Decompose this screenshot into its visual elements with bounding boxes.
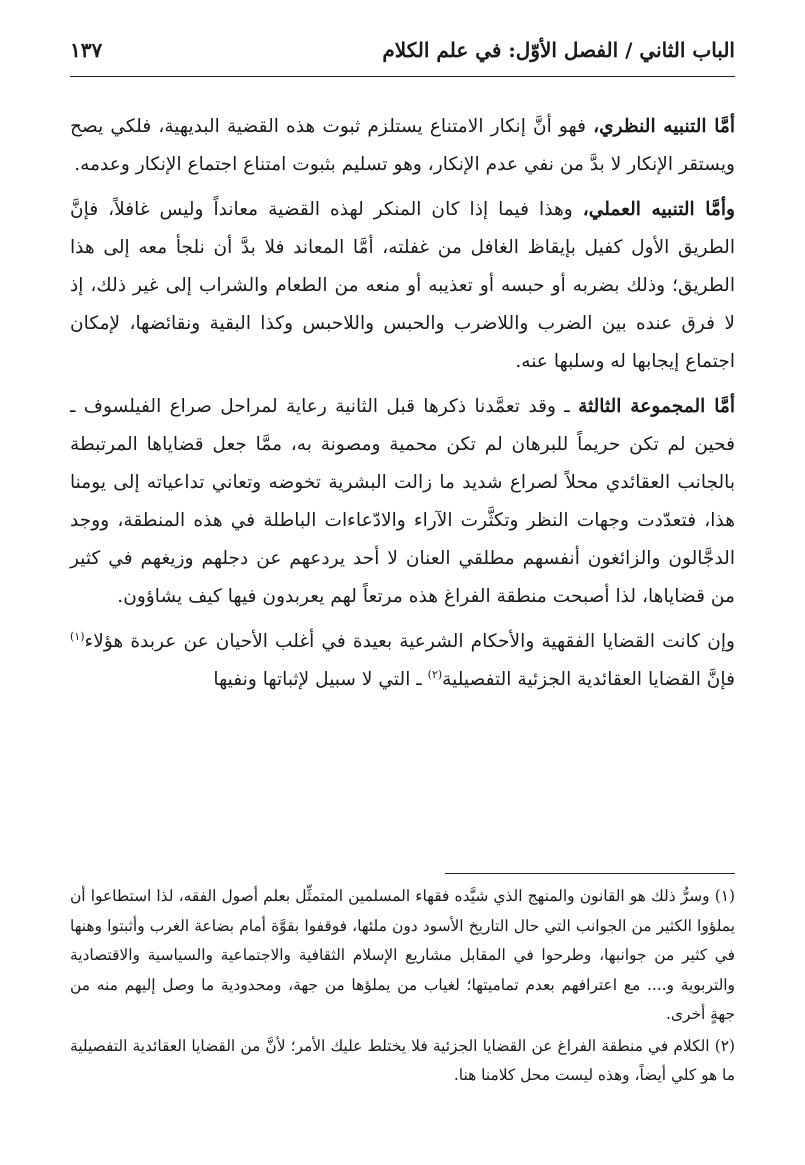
- paragraph-third-group: [70, 388, 735, 616]
- paragraph-theoretical-note: [70, 108, 735, 184]
- paragraph-lead: وأمَّا التنبيه العملي،: [582, 199, 736, 220]
- footnote-text: الكلام في منطقة الفراغ عن القضايا الجزئية فلا يختلط عليك الأمر؛ لأنَّ من القضايا العقائدية التفصيلية ما هو كلي أيضاً، وهذه ليست محل كلامنا هنا.: [70, 1036, 735, 1084]
- page-number: ١٣٧: [70, 38, 103, 62]
- paragraph-text-cont: فإنَّ القضايا العقائدية الجزئية التفصيلية: [442, 669, 735, 690]
- footnote-1: [70, 882, 735, 1030]
- footnote-ref-1[interactable]: (١): [70, 629, 85, 643]
- footnote-number: (١): [714, 887, 735, 905]
- paragraph-lead: أمَّا التنبيه النظري،: [593, 116, 735, 137]
- paragraph-lead: أمَّا المجموعة الثالثة: [578, 396, 735, 417]
- footnote-divider: [445, 873, 735, 874]
- footnote-ref-2[interactable]: (٢): [427, 667, 443, 681]
- paragraph-text: فهو أنَّ إنكار الامتناع يستلزم ثبوت هذه القضية البديهية، فلكي يصح ويستقر الإنكار لا بدَّ من نفي عدم الإنكار، وهو تسليم بثبوت امتناع اجتماع الإنكار وعدمه.: [70, 116, 735, 175]
- paragraph-text: وهذا فيما إذا كان المنكر لهذه القضية معانداً وليس غافلاً، فإنَّ الطريق الأول كفيل بإيقاظ الغافل من غفلته، أمَّا المعاند فلا بدَّ أن نلجأ معه إلى هذا الطريق؛ وذلك بضربه أو حبسه أو تعذيبه أو منعه من الطعام والشراب إلى غير ذلك، إذ لا فرق عنده بين الضرب واللاضرب والحبس واللاحبس وكذا البقية ونقائضها، لإمكان اجتماع إيجابها له وسلبها عنه.: [70, 199, 735, 372]
- footnote-number: (٢): [714, 1036, 735, 1055]
- footnotes: [70, 882, 735, 1093]
- header-divider: [70, 76, 735, 77]
- paragraph-practical-note: [70, 191, 735, 381]
- paragraph-text-cont: ـ التي لا سبيل لإثباتها ونفيها: [213, 669, 428, 690]
- paragraph-text: وإن كانت القضايا الفقهية والأحكام الشرعية بعيدة في أغلب الأحيان عن عربدة هؤلاء: [84, 631, 735, 652]
- footnote-2: [70, 1032, 735, 1091]
- paragraph-text: ـ وقد تعمَّدنا ذكرها قبل الثانية رعاية لمراحل صراع الفيلسوف ـ فحين لم تكن حريماً للبرهان لم تكن محمية ومصونة به، ممَّا جعل قضاياها المرتبطة بالجانب العقائدي محلاً لصراع شديد ما زالت البشرية تخوضه وتعاني تداعياته إلى يومنا هذا، فتعدّدت وجهات النظر وتكثَّرت الآراء والادّعاءات الباطلة في هذه المنطقة، ووجد الدجَّالون والزائغون أنفسهم مطلقي العنان لا أحد يردعهم عن دجلهم وزيغهم في كثير من قضاياها، لذا أصبحت منطقة الفراغ هذه مرتعاً لهم يعربدون فيها كيف يشاؤون.: [70, 396, 735, 607]
- paragraph-jurisprudence: [70, 623, 735, 699]
- running-title: الباب الثاني / الفصل الأوّل: في علم الكلام: [382, 38, 735, 62]
- running-header: [70, 28, 735, 72]
- footnote-text: وسرُّ ذلك هو القانون والمنهج الذي شيَّده فقهاء المسلمين المتمثِّل بعلم أصول الفقه، لذا استطاعوا أن يملؤوا الكثير من الجوانب التي حال التاريخ الأسود دون ملئها، فوقفوا بقوَّة أمام بضاعة الغرب وأثبتوا وهنها في كثير من جوانبها، وطرحوا في المقابل مشاريع الإسلام الثقافية والاجتماعية والسياسية والاقتصادية والتربوية و.... مع اعترافهم بعدم تماميتها؛ لغياب من يملؤها من جهة، ومحدودية ما وصل إليهم منه من جهةٍ أخرى.: [70, 887, 735, 1023]
- main-text: [70, 108, 735, 706]
